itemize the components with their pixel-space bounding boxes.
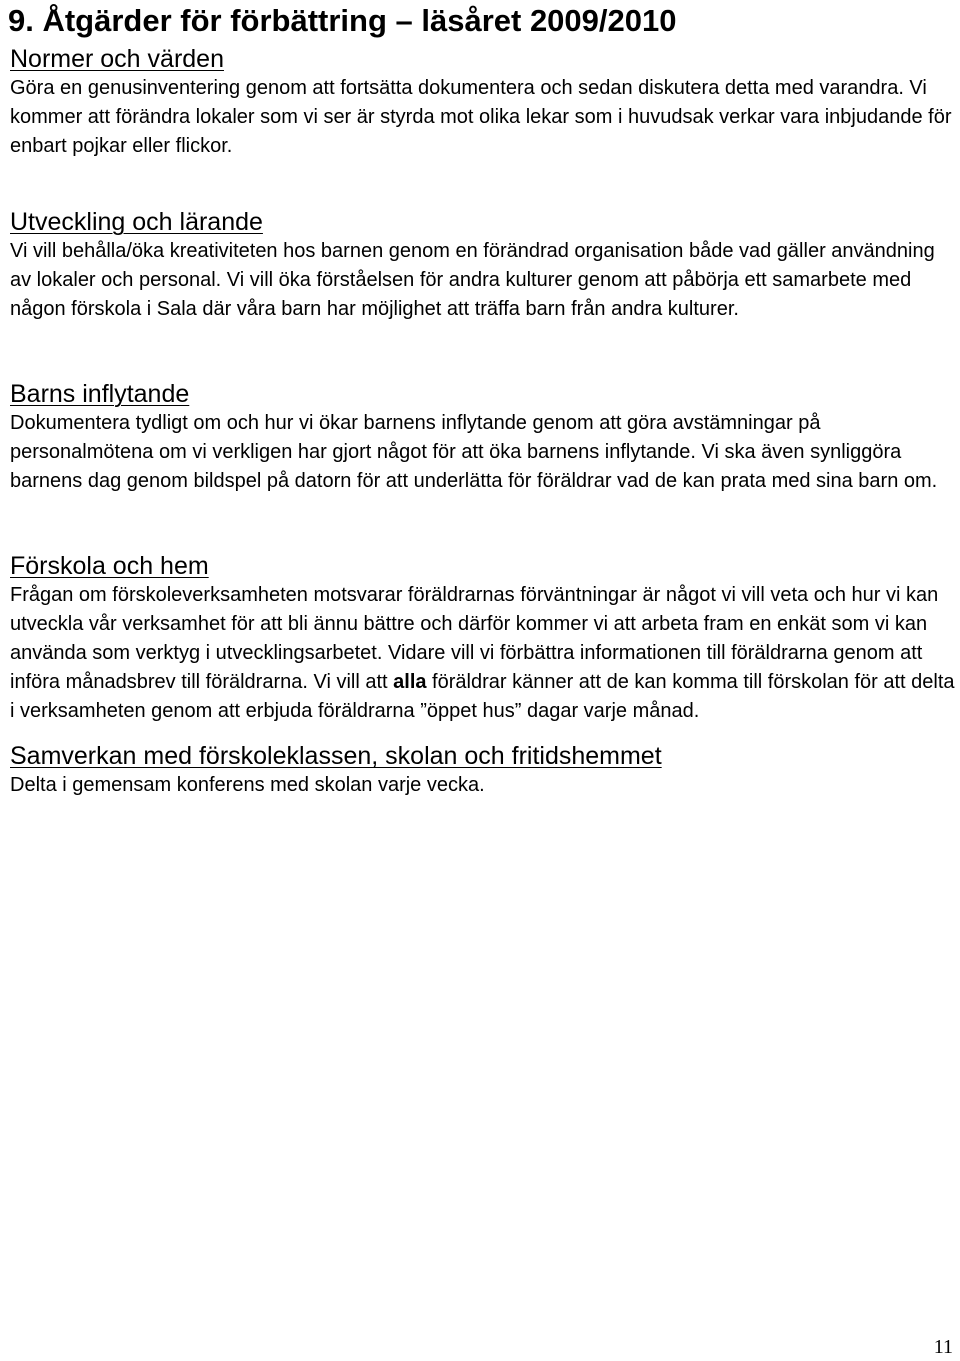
section-body — [10, 581, 955, 726]
body-text-after-emphasis: föräldrar känner att de kan komma till förskolan för att delta i verksamheten genom att erbjuda föräldrarna ”öppet hus” dagar varje månad. — [10, 671, 955, 722]
section-heading: Utveckling och lärande — [10, 208, 263, 236]
section-forskola-och-hem — [10, 551, 955, 726]
section-body: Göra en genusinventering genom att fortsätta dokumentera och sedan diskutera detta med varandra. Vi kommer att förändra lokaler som vi ser är styrda mot olika lekar som i huvudsak verkar vara inbjudande för enbart pojkar eller flickor. — [10, 77, 952, 157]
body-text-before-emphasis: Frågan om förskoleverksamheten motsvarar föräldrarnas förväntningar är något vi vill veta och hur vi kan utveckla vår verksamhet för att bli ännu bättre och därför kommer vi att arbeta fram en enkät som vi kan använda som verktyg i utvecklingsarbetet. Vidare vill vi förbättra informationen till föräldrarna genom att införa månadsbrev till föräldrarna. Vi vill att — [10, 584, 939, 693]
document-page — [10, 0, 955, 800]
section-heading: Förskola och hem — [10, 552, 209, 580]
document-title: 9. Åtgärder för förbättring – läsåret 2009/2010 — [8, 3, 677, 38]
section-body: Delta i gemensam konferens med skolan varje vecka. — [10, 774, 485, 796]
section-body: Vi vill behålla/öka kreativiteten hos barnen genom en förändrad organisation både vad gäller användning av lokaler och personal. Vi vill öka förståelsen för andra kulturer genom att påbörja ett samarbete med någon förskola i Sala där våra barn har möjlighet att träffa barn från andra kulturer. — [10, 240, 935, 320]
section-barns-inflytande — [10, 379, 955, 496]
section-samverkan — [10, 741, 955, 800]
section-heading: Barns inflytande — [10, 380, 190, 408]
section-heading: Normer och värden — [10, 45, 224, 73]
section-normer-och-varden — [10, 44, 955, 161]
page-number: 11 — [933, 1336, 953, 1358]
section-body: Dokumentera tydligt om och hur vi ökar barnens inflytande genom att göra avstämningar på personalmötena om vi verkligen har gjort något för att öka barnens inflytande. Vi ska även synliggöra barnens dag genom bildspel på datorn för att underlätta för föräldrar vad de kan prata med sina barn om. — [10, 412, 938, 492]
section-heading: Samverkan med förskoleklassen, skolan och fritidshemmet — [10, 742, 662, 770]
section-utveckling-och-larande — [10, 207, 955, 324]
emphasized-word: alla — [393, 671, 427, 693]
